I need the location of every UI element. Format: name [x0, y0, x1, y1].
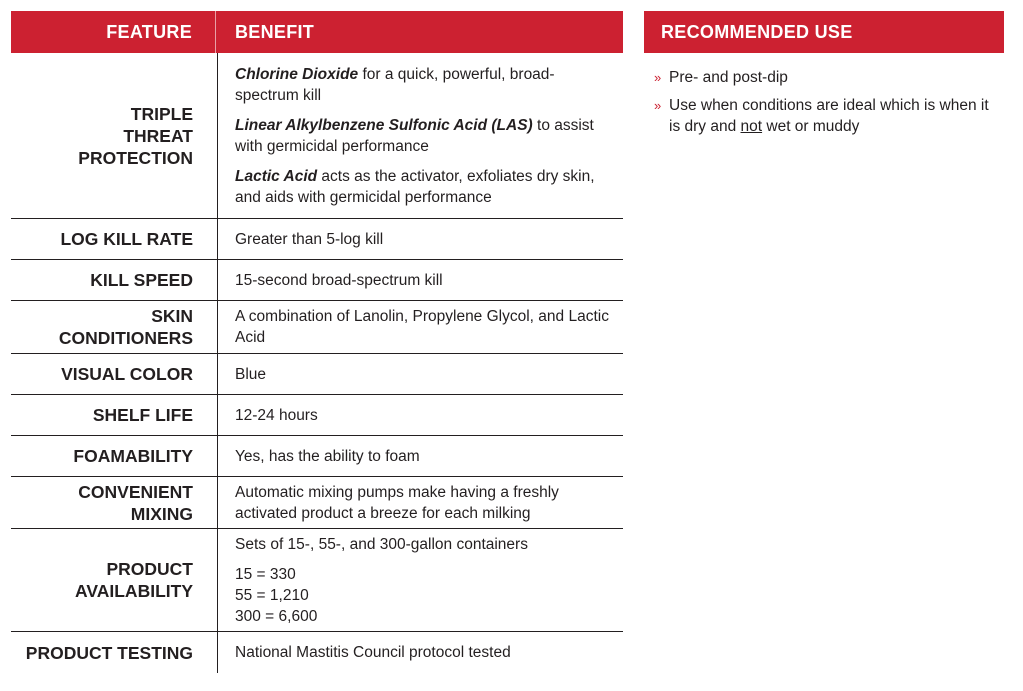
benefit-cell: Yes, has the ability to foam	[235, 447, 420, 465]
list-item: » Use when conditions are ideal which is when it is dry and not wet or muddy	[654, 97, 989, 135]
feature-cell: CONVENIENT MIXING	[11, 477, 218, 528]
benefit-paragraph: Chlorine Dioxide for a quick, powerful, broad-spectrum kill	[235, 65, 555, 104]
table-row	[11, 477, 623, 529]
feature-cell: PRODUCT AVAILABILITY	[11, 529, 218, 631]
feature-cell: SHELF LIFE	[11, 395, 218, 435]
availability-line: 300 = 6,600	[235, 607, 318, 625]
benefit-column-header: BENEFIT	[235, 22, 315, 42]
availability-line: 15 = 330	[235, 565, 296, 583]
chevron-bullet-icon: »	[654, 70, 662, 85]
feature-column-header: FEATURE	[11, 11, 216, 53]
benefit-paragraph: Linear Alkylbenzene Sulfonic Acid (LAS) to assist with germicidal performance	[235, 116, 594, 155]
benefit-cell	[218, 53, 623, 218]
recommended-use-title: RECOMMENDED USE	[644, 11, 1004, 53]
table-row	[11, 436, 623, 477]
benefit-paragraph: Sets of 15-, 55-, and 300-gallon containers	[235, 535, 528, 553]
table-row	[11, 260, 623, 301]
availability-line: 55 = 1,210	[235, 586, 309, 604]
chevron-bullet-icon: »	[654, 98, 662, 113]
feature-cell: KILL SPEED	[11, 260, 218, 300]
feature-cell: FOAMABILITY	[11, 436, 218, 476]
benefit-cell: A combination of Lanolin, Propylene Glycol, and Lactic Acid	[235, 308, 609, 346]
table-row	[11, 354, 623, 395]
benefit-cell	[218, 529, 623, 631]
feature-cell: LOG KILL RATE	[11, 219, 218, 259]
feature-cell: VISUAL COLOR	[11, 354, 218, 394]
benefit-paragraph: Lactic Acid acts as the activator, exfoliates dry skin, and aids with germicidal performance	[235, 167, 595, 206]
table-row	[11, 632, 623, 673]
recommended-use-list	[644, 67, 1004, 137]
benefit-cell: National Mastitis Council protocol tested	[235, 644, 511, 661]
table-row	[11, 219, 623, 260]
table-row	[11, 301, 623, 354]
table-row	[11, 529, 623, 632]
benefit-cell: 12-24 hours	[235, 406, 318, 424]
feature-cell: TRIPLE THREAT PROTECTION	[11, 53, 218, 218]
table-header	[11, 11, 623, 53]
feature-benefit-table	[11, 11, 623, 673]
table-row	[11, 395, 623, 436]
recommended-use-panel	[644, 11, 1004, 144]
feature-cell: SKIN CONDITIONERS	[11, 301, 218, 353]
benefit-cell: 15-second broad-spectrum kill	[235, 271, 443, 289]
feature-cell: PRODUCT TESTING	[11, 632, 218, 673]
benefit-cell: Blue	[235, 365, 267, 383]
list-item: » Pre- and post-dip	[654, 69, 788, 86]
benefit-cell: Automatic mixing pumps make having a freshly activated product a breeze for each milking	[235, 483, 559, 522]
benefit-cell: Greater than 5-log kill	[235, 230, 384, 248]
table-row	[11, 53, 623, 219]
